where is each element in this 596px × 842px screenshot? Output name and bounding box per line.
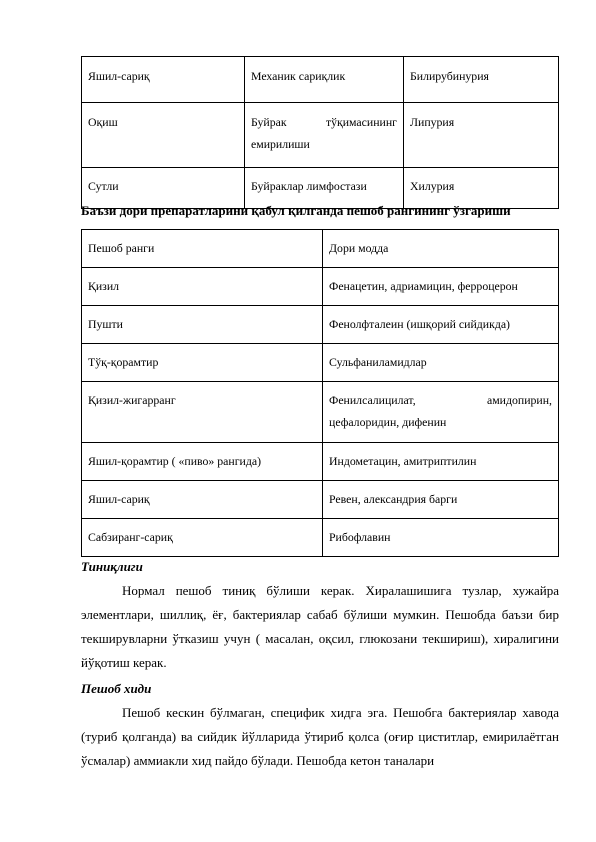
table-cell: Яшил-сариқ	[82, 57, 245, 103]
table-cell: Рибофлавин	[323, 519, 559, 557]
table-cell: Фенацетин, адриамицин, ферроцерон	[323, 268, 559, 306]
table-row	[82, 481, 559, 519]
table-cell: Сутли	[82, 168, 245, 209]
table-row	[82, 443, 559, 481]
table-row	[82, 344, 559, 382]
table-header-cell: Пешоб ранги	[82, 230, 323, 268]
table-row	[82, 306, 559, 344]
paragraph-odor: Пешоб кескин бўлмаган, специфик хидга эга. Пешобга бактериялар хавода (туриб қолганда) ва сийдик йўлларида ўтириб қолса (оғир циститлар, емирилаётган ўсмалар) аммиакли хид пайдо бўлади. Пешобда кетон таналари	[81, 705, 559, 768]
table-row	[82, 519, 559, 557]
paragraph-clarity: Нормал пешоб тиниқ бўлиши керак. Хиралашишига тузлар, хужайра элементлари, шиллиқ, ёғ, бактериялар сабаб бўлиши мумкин. Пешобда баъзи бир текширувларни ўтказиш учун ( масалан, оқсил, глюкозани текшириш), хиралигини йўқотиш керак.	[81, 583, 559, 670]
section-title-clarity: Тиниқлиги	[81, 559, 143, 574]
table-cell: Сабзиранг-сариқ	[82, 519, 323, 557]
table-cell: Буйраклар лимфостази	[245, 168, 404, 209]
table-row	[82, 382, 559, 443]
table-cell: Фенилсалицилат, амидопирин, цефалоридин, дифенин	[323, 382, 559, 443]
table-cell: Қизил	[82, 268, 323, 306]
table-cell: Пушти	[82, 306, 323, 344]
table-cell: Оқиш	[82, 103, 245, 168]
table-cell: Механик сариқлик	[245, 57, 404, 103]
table-row	[82, 57, 559, 103]
table-header-cell: Дори модда	[323, 230, 559, 268]
table-cell: Сульфаниламидлар	[323, 344, 559, 382]
table-cell: Тўқ-қорамтир	[82, 344, 323, 382]
table-header-row	[82, 230, 559, 268]
table-cell: Индометацин, амитриптилин	[323, 443, 559, 481]
color-causes-table	[81, 56, 559, 209]
table-cell: Липурия	[404, 103, 559, 168]
table-row	[82, 103, 559, 168]
table-cell: Фенолфталеин (ишқорий сийдикда)	[323, 306, 559, 344]
table-cell: Яшил-сариқ	[82, 481, 323, 519]
table-cell: Яшил-қорамтир ( «пиво» рангида)	[82, 443, 323, 481]
table-cell: Қизил-жигарранг	[82, 382, 323, 443]
table-cell: Хилурия	[404, 168, 559, 209]
table-cell: Билирубинурия	[404, 57, 559, 103]
table-cell: Ревен, александрия барги	[323, 481, 559, 519]
table-cell: Буйрак тўқимасининг емирилиши	[245, 103, 404, 168]
section-heading: Баъзи дори препаратларини қабул қилганда пешоб рангининг ўзгариши	[81, 203, 511, 218]
drug-color-table	[81, 229, 559, 557]
table-row	[82, 268, 559, 306]
section-title-odor: Пешоб хиди	[81, 681, 152, 696]
